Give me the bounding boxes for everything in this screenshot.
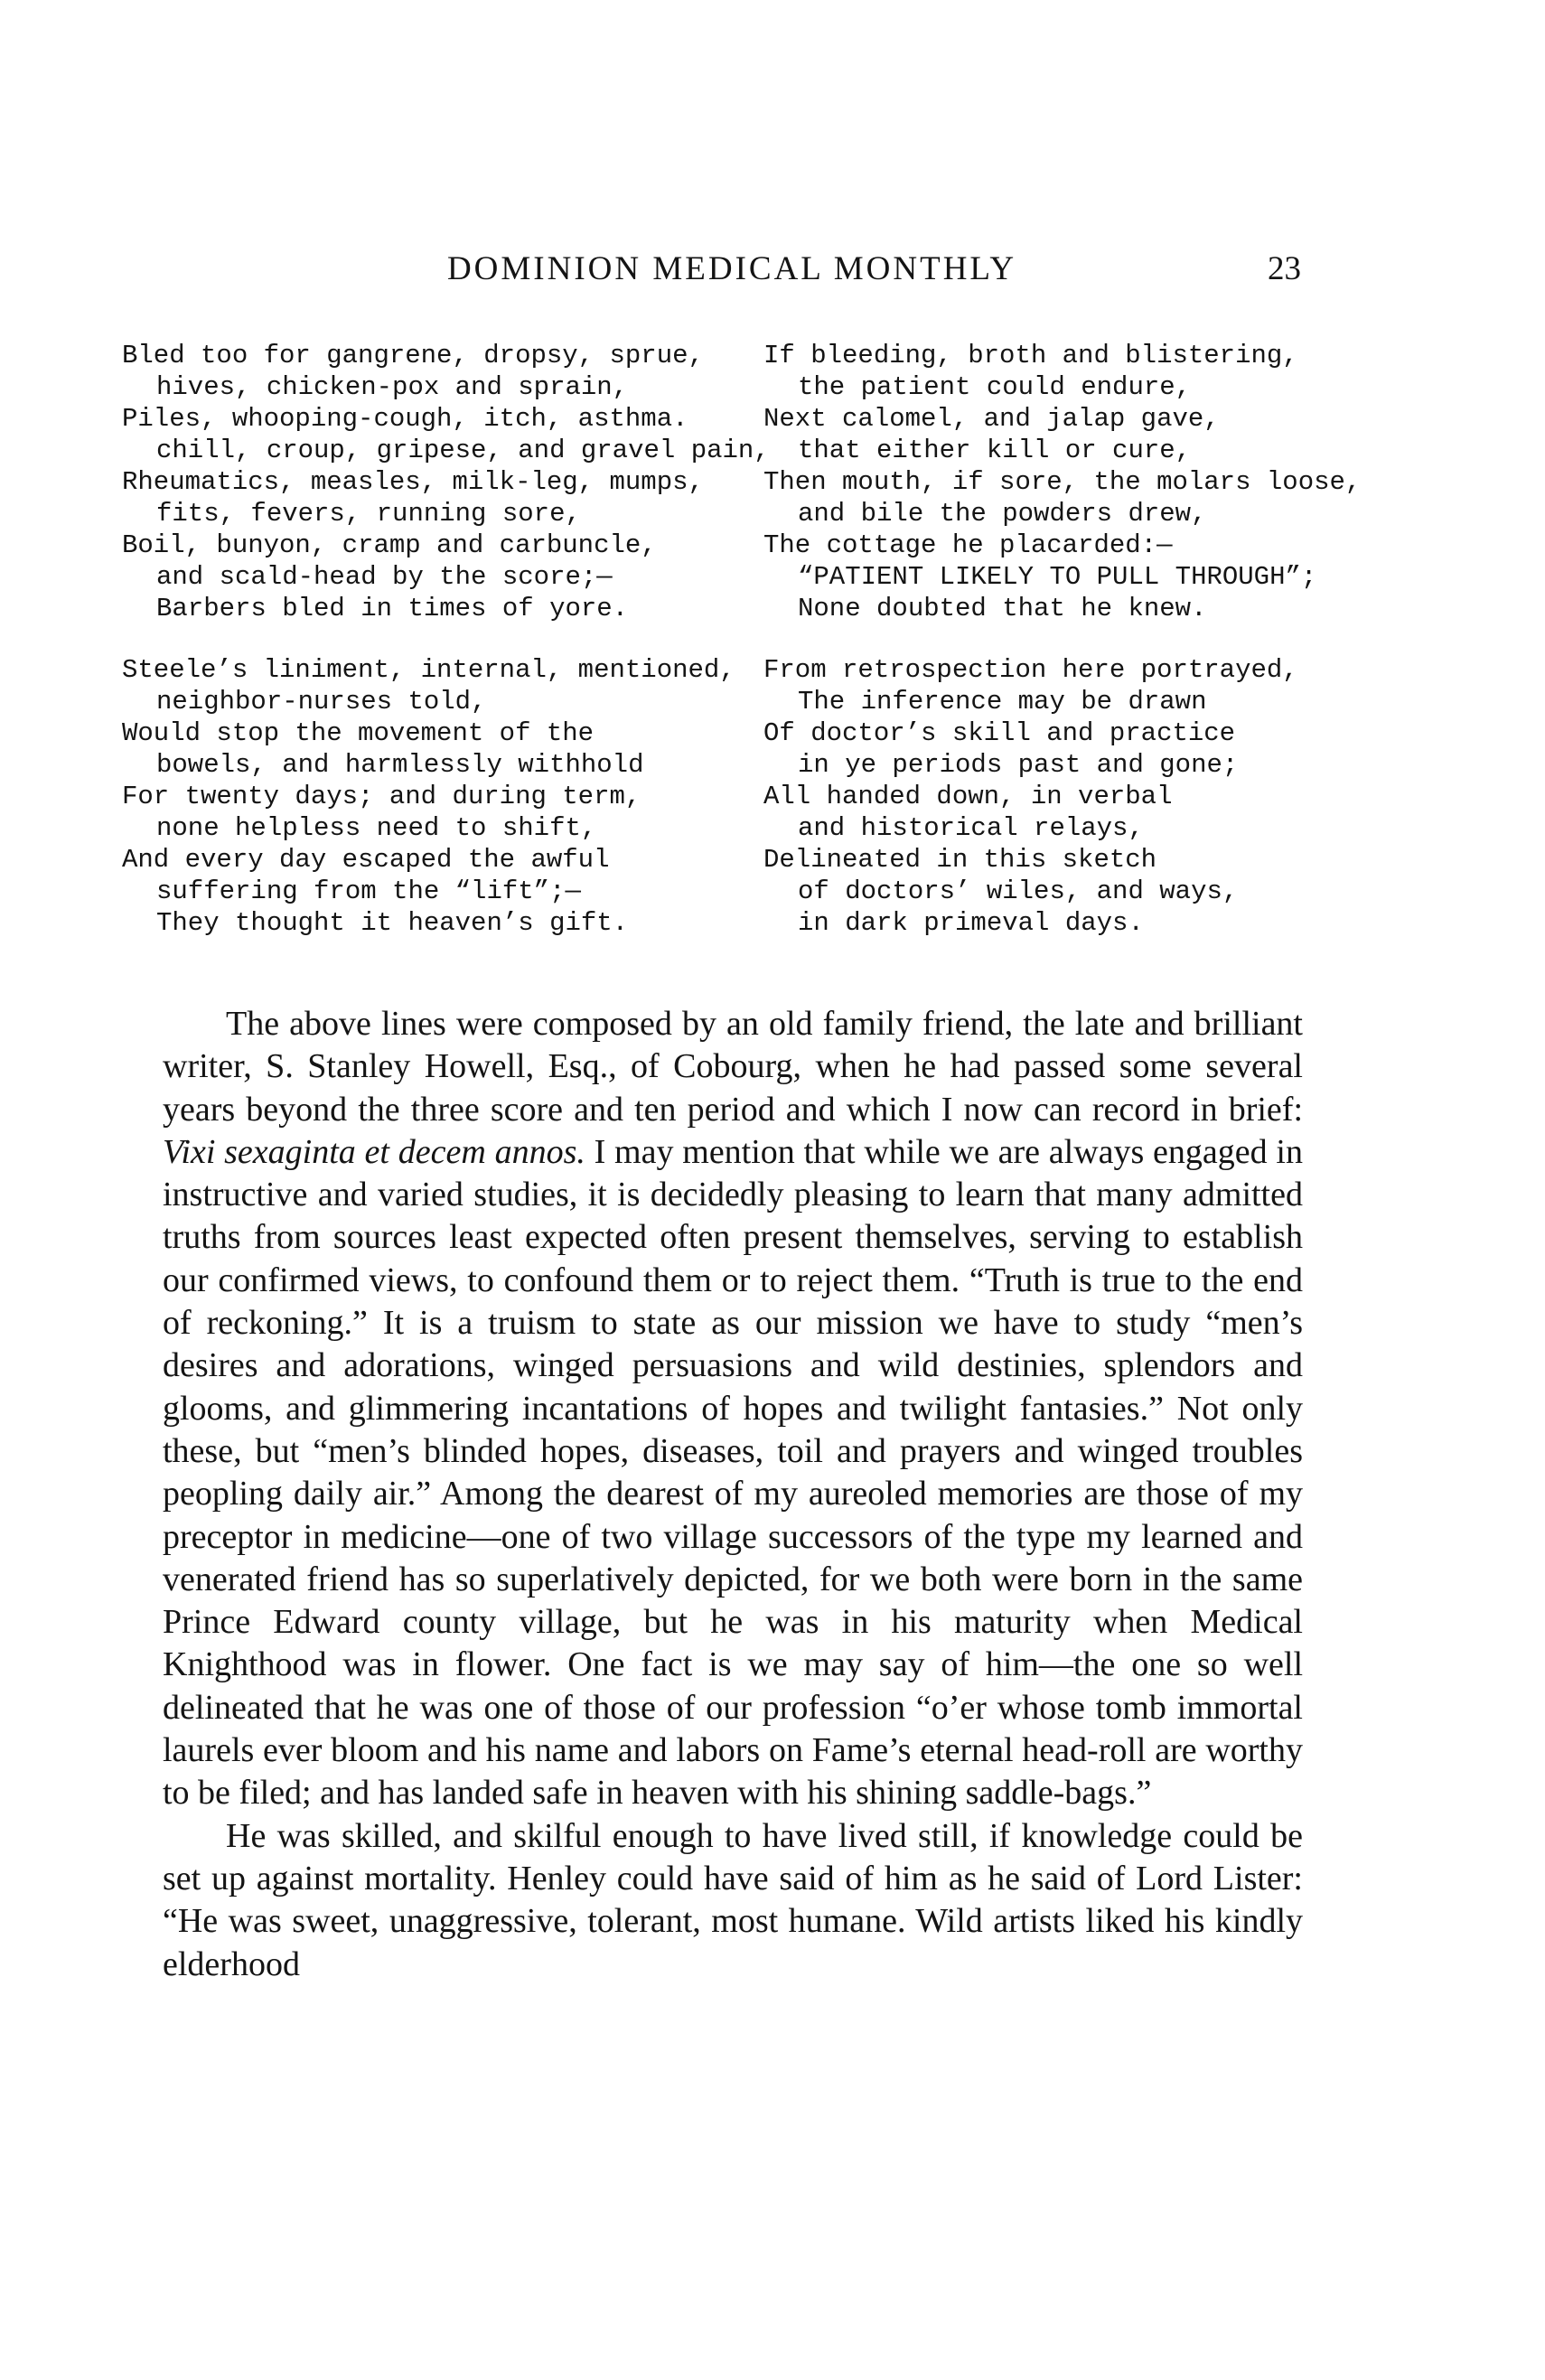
running-head (163, 249, 1301, 295)
verse-line: Boil, bunyon, cramp and carbuncle, (122, 530, 657, 560)
prose-paragraph-2: He was skilled, and skilful enough to have lived still, if knowledge could be set up against mortality. Henley could have said of him as he said of Lord Lister: “He was sweet, unaggressive, tolerant, most humane. Wild artists liked his kindly elderhood (163, 1816, 1303, 1983)
verse-line: hives, chicken-pox and sprain, (156, 372, 629, 402)
verse-line: suffering from the “lift”;— (156, 876, 581, 906)
page-number: 23 (1268, 250, 1301, 287)
verse-line: Delineated in this sketch (763, 845, 1157, 875)
prose-paragraph-1 (163, 1003, 1303, 1815)
verse-line: If bleeding, broth and blistering, (763, 341, 1298, 370)
verse-line: bowels, and harmlessly withhold (156, 750, 644, 780)
poem-block-lower (122, 654, 1369, 939)
journal-title: DOMINION MEDICAL MONTHLY (446, 250, 1017, 287)
verse-line: None doubted that he knew. (798, 594, 1207, 623)
verse-line: All handed down, in verbal (763, 782, 1173, 811)
verse-line: in ye periods past and gone; (798, 750, 1239, 780)
poem-stanza-2 (763, 340, 1369, 624)
verse-line: The inference may be drawn (798, 687, 1207, 717)
poem-stanza-1 (122, 340, 770, 624)
verse-line: Barbers bled in times of yore. (156, 594, 629, 623)
verse-line: Then mouth, if sore, the molars loose, (763, 467, 1362, 497)
verse-line: From retrospection here portrayed, (763, 655, 1298, 685)
verse-line: and historical relays, (798, 813, 1144, 843)
verse-line: For twenty days; and during term, (122, 782, 641, 811)
verse-line: “PATIENT LIKELY TO PULL THROUGH”; (798, 562, 1317, 592)
verse-line: fits, fevers, running sore, (156, 499, 581, 529)
verse-line: in dark primeval days. (798, 908, 1144, 938)
verse-line: Rheumatics, measles, milk-leg, mumps, (122, 467, 704, 497)
verse-line: the patient could endure, (798, 372, 1192, 402)
verse-line: none helpless need to shift, (156, 813, 597, 843)
verse-line: Would stop the movement of the (122, 718, 595, 748)
verse-line: neighbor-nurses told, (156, 687, 487, 717)
verse-line: chill, croup, gripese, and gravel pain, (156, 436, 770, 465)
paragraph-text: I may mention that while we are always engaged in instructive and varied studies, it is decidedly pleasing to learn that many admitted truths from sources least expected often present themselves, serving to establish our confirmed views, to confound them or to reject them. “Truth is true to the end of reckoning.” It is a truism to state as our mission we have to study “men’s desires and adorations, winged persuasions and wild destinies, splendors and glooms, and glimmering incantations of hopes and twilight fantasies.” Not only these, but “men’s blinded hopes, diseases, toil and prayers and winged troubles peopling daily air.” Among the dearest of my aureoled memories are those of my preceptor in medicine—one of two village successors of the type my learned and venerated friend has so superlatively depicted, for we both were born in the same Prince Edward county village, but he was in his maturity when Medical Knighthood was in flower. One fact is we may say of him—the one so well delineated that he was one of those of our profession “o’er whose tomb immortal laurels ever bloom and his name and labors on Fame’s eternal head-roll are worthy to be filed; and has landed safe in heaven with his shining saddle-bags.” (163, 1132, 1303, 1813)
verse-line: of doctors’ wiles, and ways, (798, 876, 1239, 906)
poem-stanza-3 (122, 654, 763, 939)
verse-line: Bled too for gangrene, dropsy, sprue, (122, 341, 704, 370)
paragraph-text: The above lines were composed by an old family friend, the late and brilliant writer, S. Stanley Howell, Esq., of Cobourg, when he had passed some several years beyond the three score and ten period and which I now can record in brief: (163, 1005, 1303, 1129)
latin-quotation: Vixi sexaginta et decem annos. (163, 1132, 585, 1171)
verse-line: And every day escaped the awful (122, 845, 610, 875)
verse-line: Steele’s liniment, internal, mentioned, (122, 655, 735, 685)
verse-line: They thought it heaven’s gift. (156, 908, 629, 938)
verse-line: and bile the powders drew, (798, 499, 1207, 529)
poem-stanza-4 (763, 654, 1369, 939)
poem-block-upper (122, 340, 1369, 624)
verse-line: Next calomel, and jalap gave, (763, 404, 1220, 434)
prose-body (163, 1003, 1303, 1986)
verse-line: Of doctor’s skill and practice (763, 718, 1236, 748)
verse-line: Piles, whooping-cough, itch, asthma. (122, 404, 688, 434)
verse-line: and scald-head by the score;— (156, 562, 613, 592)
verse-line: The cottage he placarded:— (763, 530, 1173, 560)
verse-line: that either kill or cure, (798, 436, 1192, 465)
